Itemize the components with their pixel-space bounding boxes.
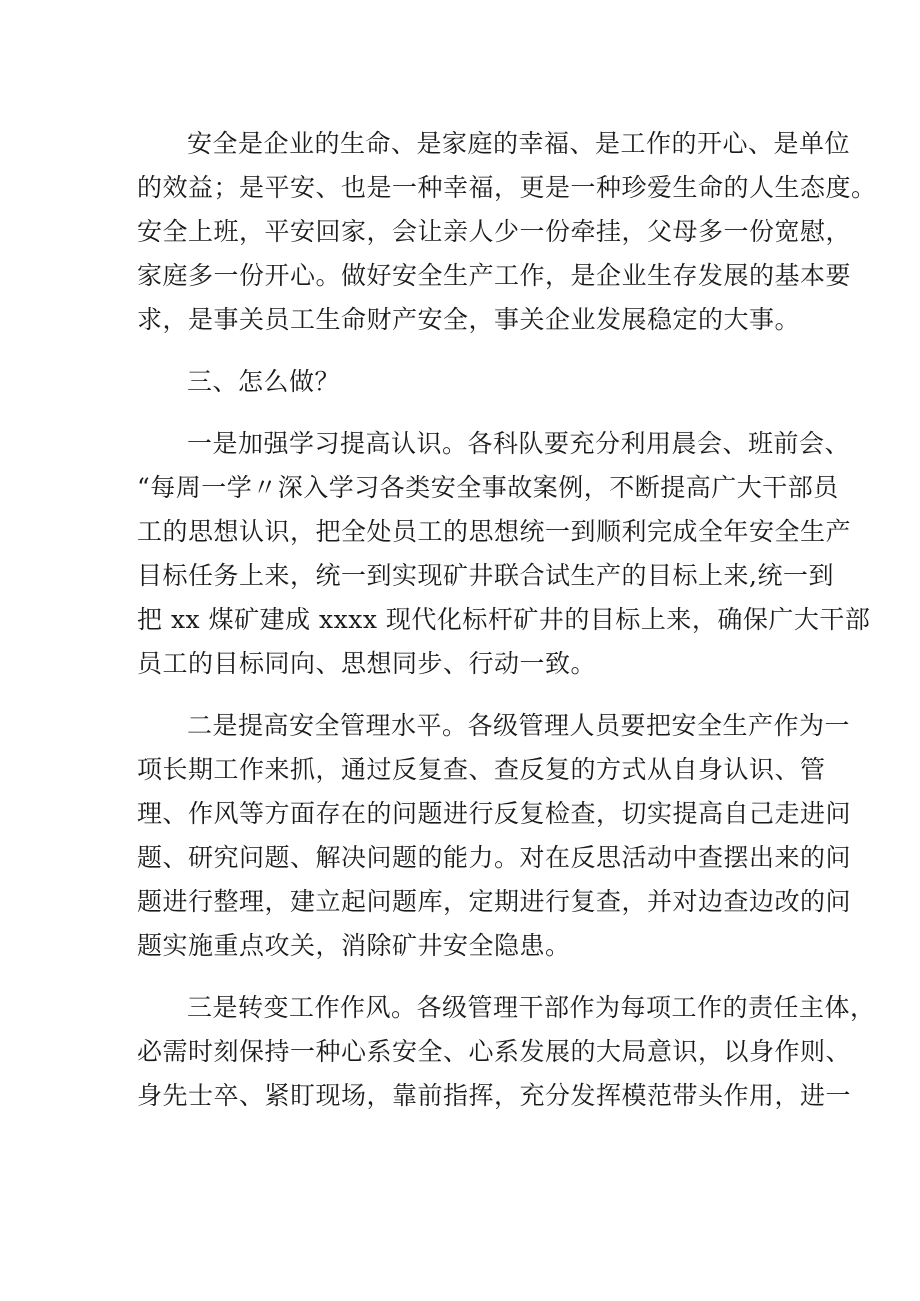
text-line: “每周一学〃深入学习各类安全事故案例，不断提高广大干部员 [137, 473, 839, 502]
text-line: 题、研究问题、解决问题的能力。对在反思活动中查摆出来的问 [137, 843, 852, 872]
heading-line: 三、怎么做？ [187, 367, 341, 396]
text-line: 员工的目标同向、思想同步、行动一致。 [137, 649, 597, 678]
text-line: 题进行整理，建立起问题库，定期进行复查，并对边查边改的问 [137, 887, 852, 916]
text-line: 三是转变工作作风。各级管理干部作为每项工作的责任主体， [187, 993, 876, 1022]
text-line: 必需时刻保持一种心系安全、心系发展的大局意识，以身作则、 [137, 1037, 852, 1066]
text-line: 把 xx 煤矿建成 xxxx 现代化标杆矿井的目标上来，确保广大干部 [137, 605, 871, 634]
paragraph-strengthen-learning [137, 422, 871, 686]
text-line: 项长期工作来抓，通过反复查、查反复的方式从自身认识、管 [137, 755, 826, 784]
section-heading-how-to-do [137, 360, 817, 404]
text-line: 求，是事关员工生命财产安全，事关企业发展稳定的大事。 [137, 305, 801, 334]
text-line: 目标任务上来，统一到实现矿井联合试生产的目标上来,统一到 [137, 561, 834, 590]
text-line: 的效益；是平安、也是一种幸福，更是一种珍爱生命的人生态度。 [137, 173, 877, 202]
document-body [137, 122, 877, 1136]
paragraph-improve-management [137, 704, 852, 968]
paragraph-safety-meaning [137, 122, 877, 342]
text-line: 安全上班，平安回家，会让亲人少一份牵挂，父母多一份宽慰， [137, 217, 852, 246]
paragraph-change-work-style [137, 986, 876, 1118]
text-line: 一是加强学习提高认识。各科队要充分利用晨会、班前会、 [187, 429, 851, 458]
text-line: 家庭多一份开心。做好安全生产工作，是企业生存发展的基本要 [137, 261, 852, 290]
text-line: 理、作风等方面存在的问题进行反复检查，切实提高自己走进问 [137, 799, 852, 828]
text-line: 二是提高安全管理水平。各级管理人员要把安全生产作为一 [187, 711, 851, 740]
text-line: 工的思想认识，把全处员工的思想统一到顺利完成全年安全生产 [137, 517, 852, 546]
text-line: 身先士卒、紧盯现场，靠前指挥，充分发挥模范带头作用，进一 [137, 1081, 852, 1110]
text-line: 题实施重点攻关，消除矿井安全隐患。 [137, 931, 571, 960]
text-line: 安全是企业的生命、是家庭的幸福、是工作的开心、是单位 [187, 129, 851, 158]
